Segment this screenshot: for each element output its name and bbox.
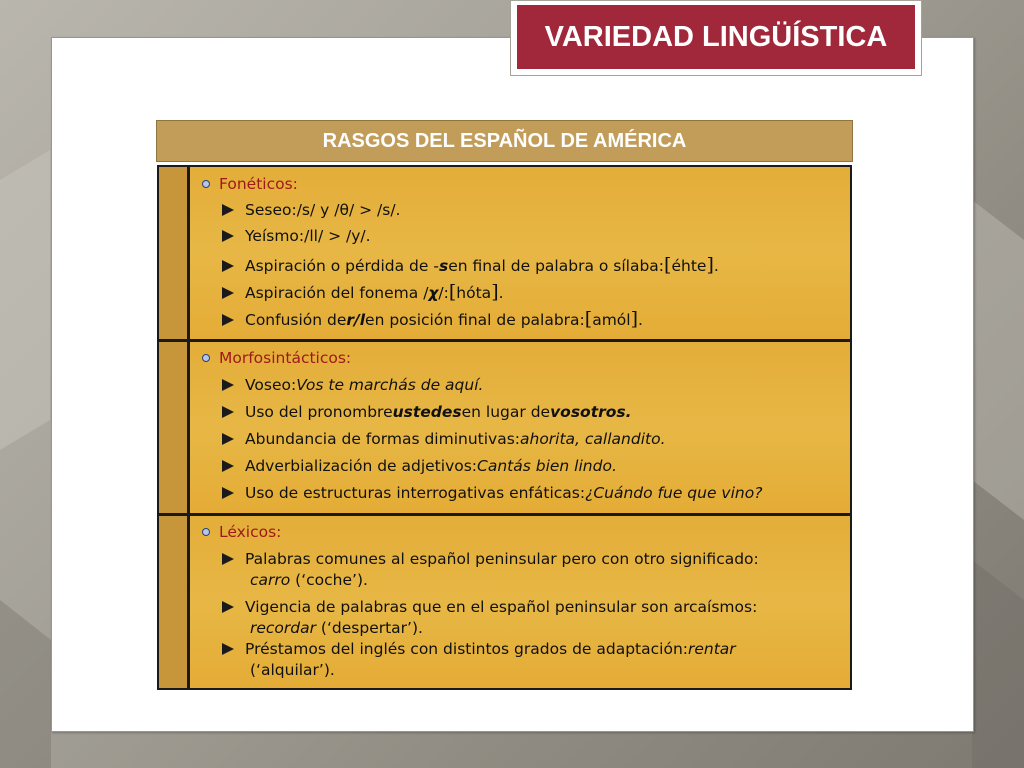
ipa-bracket-close: ] (491, 281, 499, 303)
list-item (222, 457, 617, 475)
bullet-dot-icon (202, 354, 210, 362)
ipa-bracket-close: ] (630, 308, 639, 330)
ipa-bracket-close: ] (706, 254, 714, 276)
item-text: en final de palabra o sílaba: (448, 257, 665, 275)
section-morfosintacticos (190, 339, 850, 513)
arrow-bullet-icon (222, 379, 234, 391)
item-label: Palabras comunes al español peninsular pero con otro significado: (245, 550, 759, 568)
list-item (222, 430, 666, 448)
item-label: Vigencia de palabras que en el español peninsular son arcaísmos: (245, 598, 758, 616)
arrow-bullet-icon (222, 487, 234, 499)
item-label: Adverbialización de adjetivos: (245, 457, 478, 475)
list-item-continuation (250, 571, 368, 589)
item-gloss: (‘coche’). (290, 571, 368, 589)
item-label: Seseo: (245, 201, 297, 219)
list-item (222, 598, 757, 616)
item-label: Préstamos del inglés con distintos grados de adaptación: (245, 640, 688, 658)
item-ipa: éhte (671, 257, 707, 275)
item-label: Uso de estructuras interrogativas enfáticas: (245, 484, 586, 502)
item-example: rentar (688, 640, 736, 658)
arrow-bullet-icon (222, 260, 234, 272)
item-example: Cantás bien lindo. (477, 457, 617, 475)
list-item-continuation (250, 619, 423, 637)
arrow-bullet-icon (222, 406, 234, 418)
table-header: RASGOS DEL ESPAÑOL DE AMÉRICA (156, 120, 853, 162)
ipa-bracket-open: [ (664, 254, 672, 276)
section-lexicos (190, 513, 850, 688)
item-emphasis: r/l (346, 311, 366, 329)
list-item (222, 376, 483, 394)
item-emphasis: vosotros. (550, 403, 632, 421)
item-text: en posición final de palabra: (365, 311, 585, 329)
section-heading (202, 175, 298, 193)
arrow-bullet-icon (222, 601, 234, 613)
list-item (222, 403, 632, 421)
item-example: recordar (250, 619, 316, 637)
arrow-bullet-icon (222, 553, 234, 565)
ipa-bracket-open: [ (584, 308, 593, 330)
item-label: Confusión de (245, 311, 347, 329)
list-item: Aspiración del fonema / χ /: [ hóta ] . (222, 281, 504, 303)
item-ipa: hóta (456, 284, 492, 302)
item-label: Yeísmo: (245, 227, 305, 245)
item-label: Abundancia de formas diminutivas: (245, 430, 520, 448)
features-table (157, 165, 852, 690)
item-example: Vos te marchás de aquí. (296, 376, 484, 394)
item-text: /ll/ > /y/. (304, 227, 371, 245)
item-text: /s/ y /θ/ > /s/. (296, 201, 401, 219)
list-item: Aspiración o pérdida de - s en final de palabra o sílaba: [ éhte ] . (222, 254, 719, 276)
item-label: Aspiración o pérdida de - (245, 257, 439, 275)
slide-title: VARIEDAD LINGÜÍSTICA (517, 5, 915, 69)
arrow-bullet-icon (222, 204, 234, 216)
list-item: Confusión de r/l en posición final de palabra: [ amól ] . (222, 308, 643, 330)
item-label: Aspiración del fonema / (245, 284, 429, 302)
arrow-bullet-icon (222, 287, 234, 299)
list-item-continuation (250, 661, 335, 679)
item-text: /: (438, 284, 449, 302)
title-box (510, 0, 922, 76)
item-label: Uso del pronombre (245, 403, 393, 421)
list-item (222, 201, 400, 219)
item-gloss: (‘alquilar’). (250, 661, 335, 679)
arrow-bullet-icon (222, 433, 234, 445)
item-example: ahorita, callandito. (520, 430, 666, 448)
left-column-divider (159, 513, 190, 516)
ipa-bracket-open: [ (448, 281, 457, 303)
arrow-bullet-icon (222, 314, 234, 326)
section-heading-label: Morfosintácticos: (219, 349, 352, 367)
item-example: ¿Cuándo fue que vino? (585, 484, 763, 502)
section-heading (202, 349, 351, 367)
list-item (222, 227, 371, 245)
section-heading-label: Léxicos: (219, 523, 282, 541)
left-column-divider (159, 339, 190, 342)
list-item (222, 484, 762, 502)
item-ipa: amól (592, 311, 631, 329)
item-label: Voseo: (245, 376, 297, 394)
arrow-bullet-icon (222, 230, 234, 242)
item-emphasis: s (438, 257, 449, 275)
section-foneticos (190, 167, 850, 339)
item-example: carro (250, 571, 291, 589)
list-item (222, 550, 759, 568)
item-emphasis: ustedes (392, 403, 462, 421)
bullet-dot-icon (202, 528, 210, 536)
item-emphasis: χ (428, 284, 439, 302)
item-gloss: (‘despertar’). (316, 619, 423, 637)
list-item (222, 640, 736, 658)
bullet-dot-icon (202, 180, 210, 188)
table-left-column (159, 167, 190, 688)
arrow-bullet-icon (222, 643, 234, 655)
section-heading (202, 523, 281, 541)
section-heading-label: Fonéticos: (219, 175, 298, 193)
arrow-bullet-icon (222, 460, 234, 472)
item-text: en lugar de (461, 403, 551, 421)
